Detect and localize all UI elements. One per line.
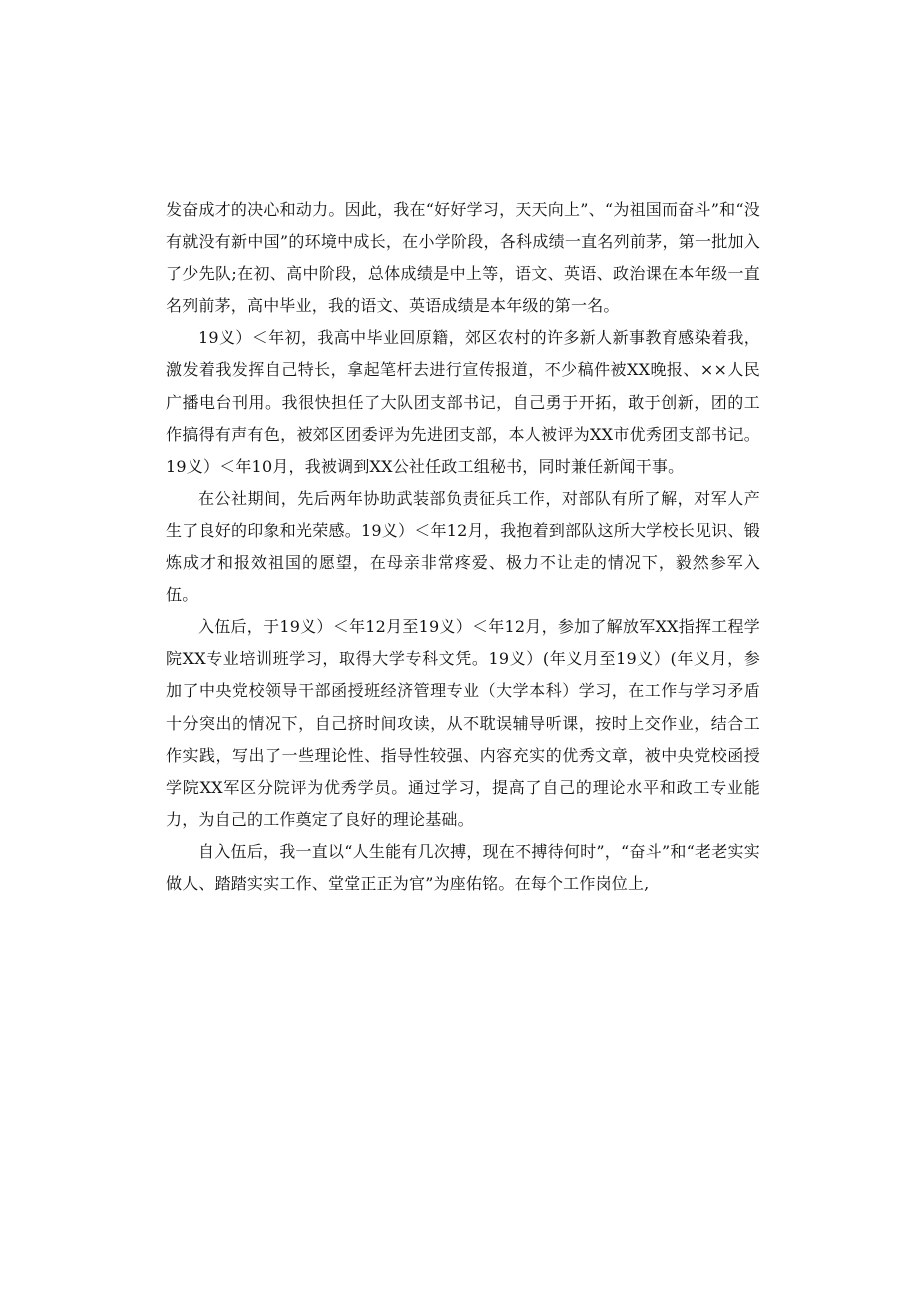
paragraph-4: 入伍后，于19义）＜年12月至19义）＜年12月，参加了解放军XX指挥工程学院XX专业培训班学习，取得大学专科文凭。19义）(年义月至19义）(年义月，参加了中央党校领导干部函授班经济管理专业（大学本科）学习，在工作与学习矛盾十分突出的情况下，自己挤时间攻读，从不耽误辅导听课，按时上交作业，结合工作实践，写出了一些理论性、指导性较强、内容充实的优秀文章，被中央党校函授学院XX军区分院评为优秀学员。通过学习，提高了自己的理论水平和政工专业能力，为自己的工作奠定了良好的理论基础。 [166, 617, 760, 829]
paragraph-1: 发奋成才的决心和动力。因此，我在“好好学习，天天向上”、“为祖国而奋斗”和“没有就没有新中国”的环境中成长，在小学阶段，各科成绩一直名列前茅，第一批加入了少先队;在初、高中阶段，总体成绩是中上等，语文、英语、政治课在本年级一直名列前茅，高中毕业，我的语文、英语成绩是本年级的第一名。 [166, 200, 760, 316]
paragraph-3: 在公社期间，先后两年协助武装部负责征兵工作，对部队有所了解，对军人产生了良好的印象和光荣感。19义）＜年12月，我抱着到部队这所大学校长见识、锻炼成才和报效祖国的愿望，在母亲非常疼爱、极力不让走的情况下，毅然参军入伍。 [166, 488, 760, 605]
document-body [166, 194, 760, 900]
paragraph-2: 19义）＜年初，我高中毕业回原籍，郊区农村的许多新人新事教育感染着我，激发着我发挥自己特长，拿起笔杆去进行宣传报道，不少稿件被XX晚报、××人民广播电台刊用。我很快担任了大队团支部书记，自己勇于开拓，敢于创新，团的工作搞得有声有色，被郊区团委评为先进团支部，本人被评为XX市优秀团支部书记。19义）＜年10月，我被调到XX公社任政工组秘书，同时兼任新闻干事。 [166, 328, 760, 476]
paragraph-5: 自入伍后，我一直以“人生能有几次搏，现在不搏待何时”，“奋斗”和“老老实实做人、踏踏实实工作、堂堂正正为官”为座佑铭。在每个工作岗位上, [166, 841, 760, 893]
